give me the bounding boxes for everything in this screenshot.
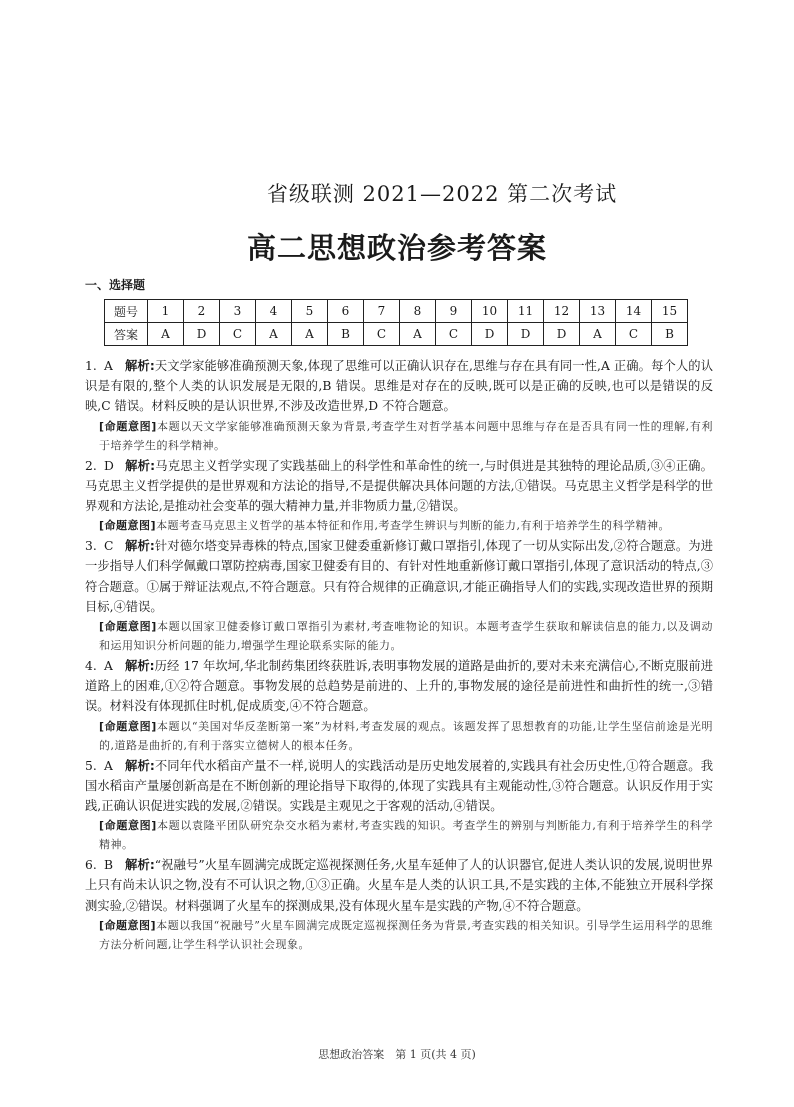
question-answer: A	[104, 659, 113, 674]
question-number-cell: 9	[436, 300, 472, 323]
answer-cell: B	[328, 323, 364, 346]
question-number: 5.	[85, 758, 97, 773]
analysis-label: 解析:	[125, 458, 156, 473]
question-number-cell: 2	[184, 300, 220, 323]
table-header-cell: 题号	[105, 300, 148, 323]
analysis-text: 针对德尔塔变异毒株的特点,国家卫健委重新修订戴口罩指引,体现了一切从实际出发,②符合题意。为进一步指导人们科学佩戴口罩防控病毒,国家卫健委有目的、有针对性地重新修订戴口罩指引,体现了意识活动的特点,③符合题意。①属于辩证法观点,不符合题意。只有符合规律的正确意识,才能正确指导人们的实践,实现改造世界的预期目标,④错误。	[85, 539, 713, 614]
answer-cell: C	[220, 323, 256, 346]
intent-label: [命题意图]	[99, 419, 157, 433]
intent-paragraph	[99, 717, 713, 755]
table-row-numbers	[105, 300, 688, 323]
intent-text: 本题考查马克思主义哲学的基本特征和作用,考查学生辨识与判断的能力,有利于培养学生的科学精神。	[156, 519, 671, 533]
question-answer: B	[104, 858, 114, 873]
question-number: 3.	[85, 539, 97, 554]
analysis-paragraph	[85, 756, 713, 817]
answer-cell: D	[472, 323, 508, 346]
question-explanation	[85, 756, 713, 855]
analysis-text: 马克思主义哲学实现了实践基础上的科学性和革命性的统一,与时俱进是其独特的理论品质,③④正确。马克思主义哲学提供的是世界观和方法论的指导,不是提供解决具体问题的方法,①错误。马克思主义哲学是科学的世界观和方法论,是推动社会变革的强大精神力量,并非物质力量,②错误。	[85, 458, 713, 514]
question-number-cell: 5	[292, 300, 328, 323]
question-number-cell: 1	[148, 300, 184, 323]
question-number-cell: 3	[220, 300, 256, 323]
intent-label: [命题意图]	[99, 819, 157, 833]
intent-label: [命题意图]	[99, 519, 157, 533]
answer-cell: D	[508, 323, 544, 346]
intent-text: 本题以国家卫健委修订戴口罩指引为素材,考查唯物论的知识。本题考查学生获取和解读信息的能力,以及调动和运用知识分析问题的能力,增强学生理论联系实际的能力。	[99, 620, 713, 653]
question-explanation	[85, 456, 713, 536]
intent-text: 本题以天文学家能够准确预测天象为背景,考查学生对哲学基本问题中思维与存在是否具有同一性的理解,有利于培养学生的科学精神。	[99, 419, 713, 452]
intent-paragraph	[99, 916, 713, 954]
question-number-cell: 6	[328, 300, 364, 323]
analysis-paragraph	[85, 855, 713, 916]
question-number: 4.	[85, 659, 97, 674]
question-explanation	[85, 855, 713, 954]
question-answer: A	[104, 758, 113, 773]
answer-cell: A	[148, 323, 184, 346]
answer-cell: A	[256, 323, 292, 346]
answer-cell: D	[544, 323, 580, 346]
intent-paragraph	[99, 816, 713, 854]
analysis-paragraph	[85, 536, 713, 617]
analysis-label: 解析:	[125, 359, 155, 373]
question-number-cell: 13	[580, 300, 616, 323]
intent-label: [命题意图]	[99, 918, 157, 932]
intent-text: 本题以我国“祝融号”火星车圆满完成既定巡视探测任务为背景,考查实践的相关知识。引导学生运用科学的思维方法分析问题,让学生科学认识社会现象。	[99, 918, 713, 951]
analysis-text: 历经 17 年坎坷,华北制药集团终获胜诉,表明事物发展的道路是曲折的,要对未来充满信心,不断克服前进道路上的困难,①②符合题意。事物发展的总趋势是前进的、上升的,事物发展的途径是前进性和曲折性的统一,③错误。材料没有体现抓住时机,促成质变,④不符合题意。	[85, 659, 713, 714]
intent-paragraph	[99, 417, 713, 455]
answer-cell: C	[364, 323, 400, 346]
intent-text: 本题以袁隆平团队研究杂交水稻为素材,考查实践的知识。考查学生的辨别与判断能力,有利于培养学生的科学精神。	[99, 819, 713, 852]
question-number-cell: 10	[472, 300, 508, 323]
answer-cell: B	[652, 323, 688, 346]
analysis-label: 解析:	[125, 758, 155, 773]
answer-cell: A	[292, 323, 328, 346]
analysis-label: 解析:	[124, 659, 155, 674]
question-explanation	[85, 536, 713, 655]
question-number-cell: 14	[616, 300, 652, 323]
answer-cell: C	[616, 323, 652, 346]
exam-title: 省级联测 2021—2022 第二次考试	[266, 182, 618, 206]
question-number: 6.	[85, 858, 97, 873]
question-answer: C	[104, 539, 114, 554]
intent-paragraph	[99, 516, 713, 535]
analysis-paragraph	[85, 456, 713, 517]
question-number-cell: 7	[364, 300, 400, 323]
question-number: 1.	[85, 359, 97, 373]
table-row-answers	[105, 323, 688, 346]
question-explanation	[85, 656, 713, 755]
intent-label: [命题意图]	[99, 620, 157, 634]
section-heading: 一、选择题	[85, 278, 146, 292]
answer-cell: C	[436, 323, 472, 346]
table-header-cell: 答案	[105, 323, 148, 346]
question-explanation	[85, 356, 713, 455]
analysis-label: 解析:	[125, 539, 155, 554]
intent-paragraph	[99, 617, 713, 655]
question-number: 2.	[85, 458, 97, 473]
question-number-cell: 8	[400, 300, 436, 323]
question-answer: D	[104, 458, 114, 473]
page-footer: 思想政治答案 第 1 页(共 4 页)	[318, 1048, 476, 1061]
intent-text: 本题以“美国对华反垄断第一案”为材料,考查发展的观点。该题发挥了思想教育的功能,让学生坚信前途是光明的,道路是曲折的,有利于落实立德树人的根本任务。	[99, 719, 713, 752]
analysis-label: 解析:	[125, 858, 155, 873]
analysis-paragraph	[85, 356, 713, 417]
page-title: 高二思想政治参考答案	[246, 231, 547, 265]
answer-cell: A	[580, 323, 616, 346]
question-number-cell: 15	[652, 300, 688, 323]
analysis-text: “祝融号”火星车圆满完成既定巡视探测任务,火星车延伸了人的认识器官,促进人类认识的发展,说明世界上只有尚未认识之物,没有不可认识之物,①③正确。火星车是人类的认识工具,不是实践的主体,不能独立开展科学探测实验,②错误。材料强调了火星车的探测成果,没有体现火星车是实践的产物,④不符合题意。	[85, 858, 713, 913]
answer-cell: A	[400, 323, 436, 346]
analysis-text: 不同年代水稻亩产量不一样,说明人的实践活动是历史地发展着的,实践具有社会历史性,①符合题意。我国水稻亩产量屡创新高是在不断创新的理论指导下取得的,体现了实践具有主观能动性,③符合题意。认识反作用于实践,正确认识促进实践的发展,②错误。实践是主观见之于客观的活动,④错误。	[85, 758, 713, 814]
question-number-cell: 4	[256, 300, 292, 323]
analysis-paragraph	[85, 656, 713, 717]
answer-table	[104, 299, 688, 346]
analysis-text: 天文学家能够准确预测天象,体现了思维可以正确认识存在,思维与存在具有同一性,A 正确。每个人的认识是有限的,整个人类的认识发展是无限的,B 错误。思维是对存在的反映,既可以是正确的反映,也可以是错误的反映,C 错误。材料反映的是认识世界,不涉及改造世界,D 不符合题意。	[85, 359, 713, 414]
question-answer: A	[104, 359, 113, 373]
answer-cell: D	[184, 323, 220, 346]
intent-label: [命题意图]	[99, 719, 157, 733]
explanations	[85, 356, 713, 955]
question-number-cell: 11	[508, 300, 544, 323]
question-number-cell: 12	[544, 300, 580, 323]
